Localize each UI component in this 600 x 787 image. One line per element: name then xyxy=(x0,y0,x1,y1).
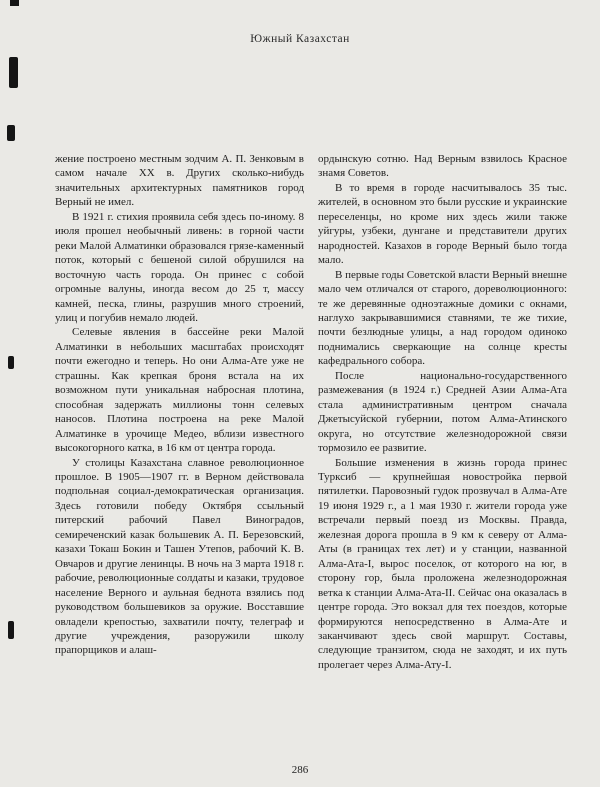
scan-artifact xyxy=(7,125,15,141)
paragraph: В 1921 г. стихия проявила себя здесь по-иному. 8 июля прошел необычный ливень: в горной части реки Малой Алматинки образовался грязе-каменный поток, который с бешеной силой обрушился на восточную часть города. Он принес с собой огромные валуны, иногда весом до 25 т, массу камней, песка, глины, разрушив много строений, улиц и погубив немало людей. xyxy=(55,210,304,324)
paragraph: ордынскую сотню. Над Верным взвилось Красное знамя Советов. xyxy=(318,153,567,180)
paragraph: После национально-государственного размежевания (в 1924 г.) Средней Азии Алма-Ата стала административным центром сначала Джетысуйской губернии, потом Алма-Атинского округа, но отсутствие железнодорожной связи тормозило ее развитие. xyxy=(318,369,567,455)
paragraph: В то время в городе насчитывалось 35 тыс. жителей, в основном это были русские и украинские переселенцы, но кроме них здесь жили также уйгуры, узбеки, дунгане и представители других народностей. Казахов в городе Верный было тогда мало. xyxy=(318,181,567,267)
paragraph: Большие изменения в жизнь города принес Турксиб — крупнейшая новостройка первой пятилетки. Паровозный гудок прозвучал в Алма-Ате 19 июня 1929 г., а 1 мая 1930 г. жители города уже встречали первый поезд из Москвы. Правда, железная дорога прошла в 9 км к северу от Алма-Аты (в границах тех лет) и у станции, названной Алма-Ата-I, вырос поселок, от которого на юг, в сторону гор, была проложена железнодорожная ветка к станции Алма-Ата-II. Сейчас она оказалась в центре города. Это вокзал для тех поездов, которые формируются непосредственно в Алма-Ате и заканчивают здесь свой маршрут. Составы, следующие транзитом, сюда не заходят, и их путь пролегает через Алма-Ату-I. xyxy=(318,456,567,671)
paragraph: У столицы Казахстана славное революционное прошлое. В 1905—1907 гг. в Верном действовала подпольная социал-демократическая организация. Здесь готовили победу Октября ссыльный питерский рабочий Павел Виноградов, семиреченский казак большевик А. П. Березовский, казахи Токаш Бокин и Ташен Утепов, рабочий К. В. Овчаров и другие ленинцы. В ночь на 3 марта 1918 г. рабочие, революционные солдаты и казаки, трудовое население Верного и аульная беднота взялись под руководством большевиков за оружие. Восставшие овладели крепостью, захватили почту, телеграф и другие учреждения, разоружили школу прапорщиков и алаш- xyxy=(55,456,304,657)
paragraph: В первые годы Советской власти Верный внешне мало чем отличался от старого, дореволюционного: те же деревянные одноэтажные домики с окнами, наглухо закрывавшимися ставнями, те же тихие, почти безлюдные улицы, а над городом одиноко поднимались сверкающие на солнце кресты кафедрального собора. xyxy=(318,268,567,368)
paragraph: жение построено местным зодчим А. П. Зенковым в самом начале XX в. Других сколько-нибудь значительных архитектурных памятников город Верный не имел. xyxy=(55,153,304,209)
scan-artifact xyxy=(10,0,19,6)
scan-artifact xyxy=(8,356,14,369)
running-header: Южный Казахстан xyxy=(250,33,350,45)
text-column-left xyxy=(55,152,304,658)
scan-artifact xyxy=(8,621,14,639)
scan-artifact xyxy=(9,57,18,88)
page-number: 286 xyxy=(291,764,309,776)
text-column-right xyxy=(318,152,567,672)
paragraph: Селевые явления в бассейне реки Малой Алматинки в небольших масштабах происходят почти ежегодно и теперь. Но они Алма-Ате уже не страшны. Как крепкая броня встала на их возможном пути уникальная набросная плотина, способная задержать миллионы тонн селевых наносов. Плотина построена на реке Малой Алматинке в урочище Медео, вблизи известного высокогорного катка, в 16 км от центра города. xyxy=(55,326,304,455)
